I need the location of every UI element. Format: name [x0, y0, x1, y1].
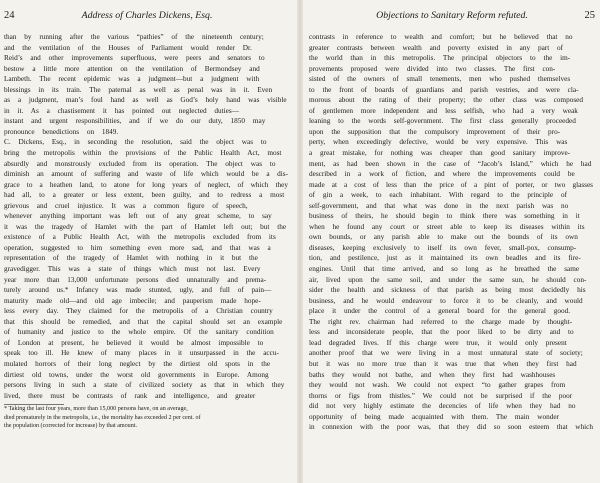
text-line: grievous and cruel injustice. It was a common figure of speech,: [4, 201, 248, 210]
text-line: morous about the rating of their property; the other class was composed: [309, 96, 583, 105]
text-line: provements proposed were divided into two classes. The first con-: [309, 64, 556, 73]
text-line: sider the health and sickness of that parish as being most decidedly his: [309, 286, 586, 295]
text-line: diminish an amount of suffering and waste of life which would be a dis-: [4, 170, 288, 179]
text-line: lived, there must be contrasts of rank and intelligence, and greater: [4, 391, 256, 400]
text-line: the world than in this metropolis. The principal objectors to the im-: [309, 54, 571, 63]
left-page-body: [4, 32, 290, 401]
text-line: they would not wash. We could not expect “to gather grapes from: [309, 381, 566, 390]
text-line: less and inconsiderate people, that the poor liked to be dirty and to: [309, 328, 574, 337]
text-line: greater contrasts between wealth and poverty existed in any part of: [309, 43, 564, 52]
right-running-title: Objections to Sanitary Reform refuted.: [376, 10, 528, 21]
text-line: air, lived upon the same soil, and under the same sun, he should con-: [309, 275, 587, 284]
text-line: had all, to a greater or less extent, been guilty, and to redress a most: [4, 191, 285, 200]
text-line: thorns or figs from thistles.” We could not be surprised if the poor: [309, 391, 573, 400]
text-line: turely around us.* Infancy was made stunted, ugly, and full of pain—: [4, 286, 272, 295]
text-line: place it under the control of a general board for the general good.: [309, 307, 571, 316]
text-line: as a judgment, man’s foul hand as well as God’s holy hand was visible: [4, 96, 287, 105]
text-line: to the front of boards of guardians and parish vestries, and were cla-: [309, 85, 579, 94]
text-line: of London at present, he believed it would be almost impossible to: [4, 338, 264, 347]
text-line: engines. Until that time arrived, and so long as he breathed the same: [309, 265, 580, 274]
text-line: persons living in such a state of civilized society as that in which they: [4, 381, 285, 390]
text-line: existence of a Public Health Act, with the metropolis excluded from its: [4, 233, 276, 242]
text-line: ment, as had been shown in the case of “Jacob’s Island,” which he had: [309, 159, 592, 168]
text-line: perty, when exceedingly defective, would be very expensive. This was: [309, 138, 568, 147]
text-line: year more than 13,000 unfortunate persons died unnaturally and prema-: [4, 275, 267, 284]
text-line: representation of the tragedy of Hamlet with nothing in it but the: [4, 254, 258, 263]
text-line: grace to a heathen land, to atone for long years of neglect, of which they: [4, 180, 288, 189]
text-line: pronounce benedictions on 1849.: [4, 127, 119, 136]
text-line: described in a work of fiction, and where the improvements could be: [309, 170, 575, 179]
text-line: baths they would not bathe, and when they first had washhouses: [309, 370, 556, 379]
right-page: [309, 8, 595, 483]
text-line: a great mistake, for nothing was cheaper than good sanitary improve-: [309, 149, 571, 158]
text-line: sisted of the owners of small tenements, men who pushed themselves: [309, 75, 571, 84]
text-line: opportunity of being made acquainted with them. The main wonder: [309, 412, 559, 421]
text-line: another proof that we were living in a most unnatural state of society;: [309, 349, 583, 358]
text-line: operation, suggested to him something even more sad, and that was a: [4, 243, 271, 252]
text-line: speak too ill. He knew of many places in it unsurpassed in the accu-: [4, 349, 279, 358]
text-line: C. Dickens, Esq., in seconding the resolution, said the object was to: [4, 138, 267, 147]
text-line: business, and he would endeavour to force it to be cleanly, and would: [309, 296, 583, 305]
text-line: dirtiest old towns, under the worst old governments in Europe. Among: [4, 370, 269, 379]
text-line: upon the supposition that the compulsory improvement of their pro-: [309, 127, 561, 136]
text-line: Lambeth. The recent epidemic was a judgment—but a judgment with: [4, 75, 260, 84]
text-line: but it was no more true than it was true that when they first had: [309, 359, 577, 368]
text-line: when he found any court or street able to keep its diseases within its: [309, 222, 585, 231]
text-line: instant and urgent responsibilities, and if we do our duty, 1850 may: [4, 117, 266, 126]
text-line: did not very highly estimate the decencies of life when they had no: [309, 402, 576, 411]
text-line: than by running after the various “pathies” of the nineteenth century;: [4, 33, 264, 41]
book-gutter: [297, 0, 303, 483]
text-line: it was the tragedy of Hamlet with the part of Hamlet left out; but the: [4, 222, 287, 231]
text-line: of gin a week, to each inhabitant. With regard to the principle of: [309, 191, 567, 200]
text-line: in connexion with the poor was, that they did so soon esteem that which: [309, 423, 593, 432]
text-line: tion, and pestilence, just as it maintained its own beadles and its fire-: [309, 254, 581, 263]
left-page-header: [4, 8, 290, 24]
text-line: self-government, and that what was done in the next parish was no: [309, 201, 569, 210]
text-line: of humanity and justice to the whole empire. Of the sanitary condition: [4, 328, 274, 337]
text-line: own bounds, or any parish able to make out the bounds of its own: [309, 233, 578, 242]
text-line: The right rev. chairman had referred to the charge made by thought-: [309, 317, 573, 326]
text-line: maturity made old—and old age imbecile; and pauperism made hope-: [4, 296, 261, 305]
left-page-number: 24: [4, 10, 15, 21]
footnote-line: died prematurely in the metropolis, i.e., the mortality has exceeded 2 per cent. of: [4, 414, 201, 421]
text-line: made at a cost of less than the price of a pint of porter, or two glasses: [309, 180, 593, 189]
left-footnote: [4, 405, 290, 430]
text-line: bestow a little more attention on the ventilation of Bermondsey and: [4, 64, 260, 73]
right-page-body: [309, 32, 595, 433]
text-line: and the ventilation of the Houses of Parliament would render Dr.: [4, 43, 252, 52]
text-line: diseases, keeping exclusively to itself its own fever, small-pox, consump-: [309, 243, 577, 252]
text-line: gravedigger. This was a state of things which must not last. Every: [4, 265, 261, 274]
text-line: contrasts in reference to wealth and comfort; but he believed that no: [309, 33, 573, 41]
text-line: business of theirs, he should begin to think there was something in it: [309, 212, 580, 221]
text-line: less every day. They claimed for the metropolis of a Christian country: [4, 307, 273, 316]
footnote-line: * Taking the last four years, more than 15,000 persons have, on an average,: [4, 406, 188, 413]
text-line: blessings in its train. The paternal as well as penal was in it. Even: [4, 85, 273, 94]
right-page-header: [309, 8, 595, 24]
footnote-line: the population (corrected for increase) by that amount.: [4, 422, 137, 429]
text-line: mulated horrors of their long neglect by the dirtiest old spots in the: [4, 359, 271, 368]
text-line: whenever anything important was left out of any great scheme, to say: [4, 212, 272, 221]
text-line: leaning to the words self-government. The first class generally proceeded: [309, 117, 576, 126]
right-page-number: 25: [584, 10, 595, 21]
text-line: Reid’s and other improvements superfluous, were peers and senators to: [4, 54, 265, 63]
text-line: absurdly and monstrously excluded from its operation. The object was to: [4, 159, 276, 168]
text-line: of gentlemen more independent and less selfish, who had a very weak: [309, 106, 578, 115]
left-page: [4, 8, 290, 483]
text-line: in it. As a chastisement it has pointed out neglected duties—: [4, 106, 239, 115]
left-running-title: Address of Charles Dickens, Esq.: [81, 10, 213, 21]
text-line: bring the metropolis within the provisions of the Public Health Act, most: [4, 149, 282, 158]
text-line: lead degraded lives. If this charge were true, it would only present: [309, 338, 567, 347]
text-line: that this should be remedied, and that the capital should set an example: [4, 317, 283, 326]
